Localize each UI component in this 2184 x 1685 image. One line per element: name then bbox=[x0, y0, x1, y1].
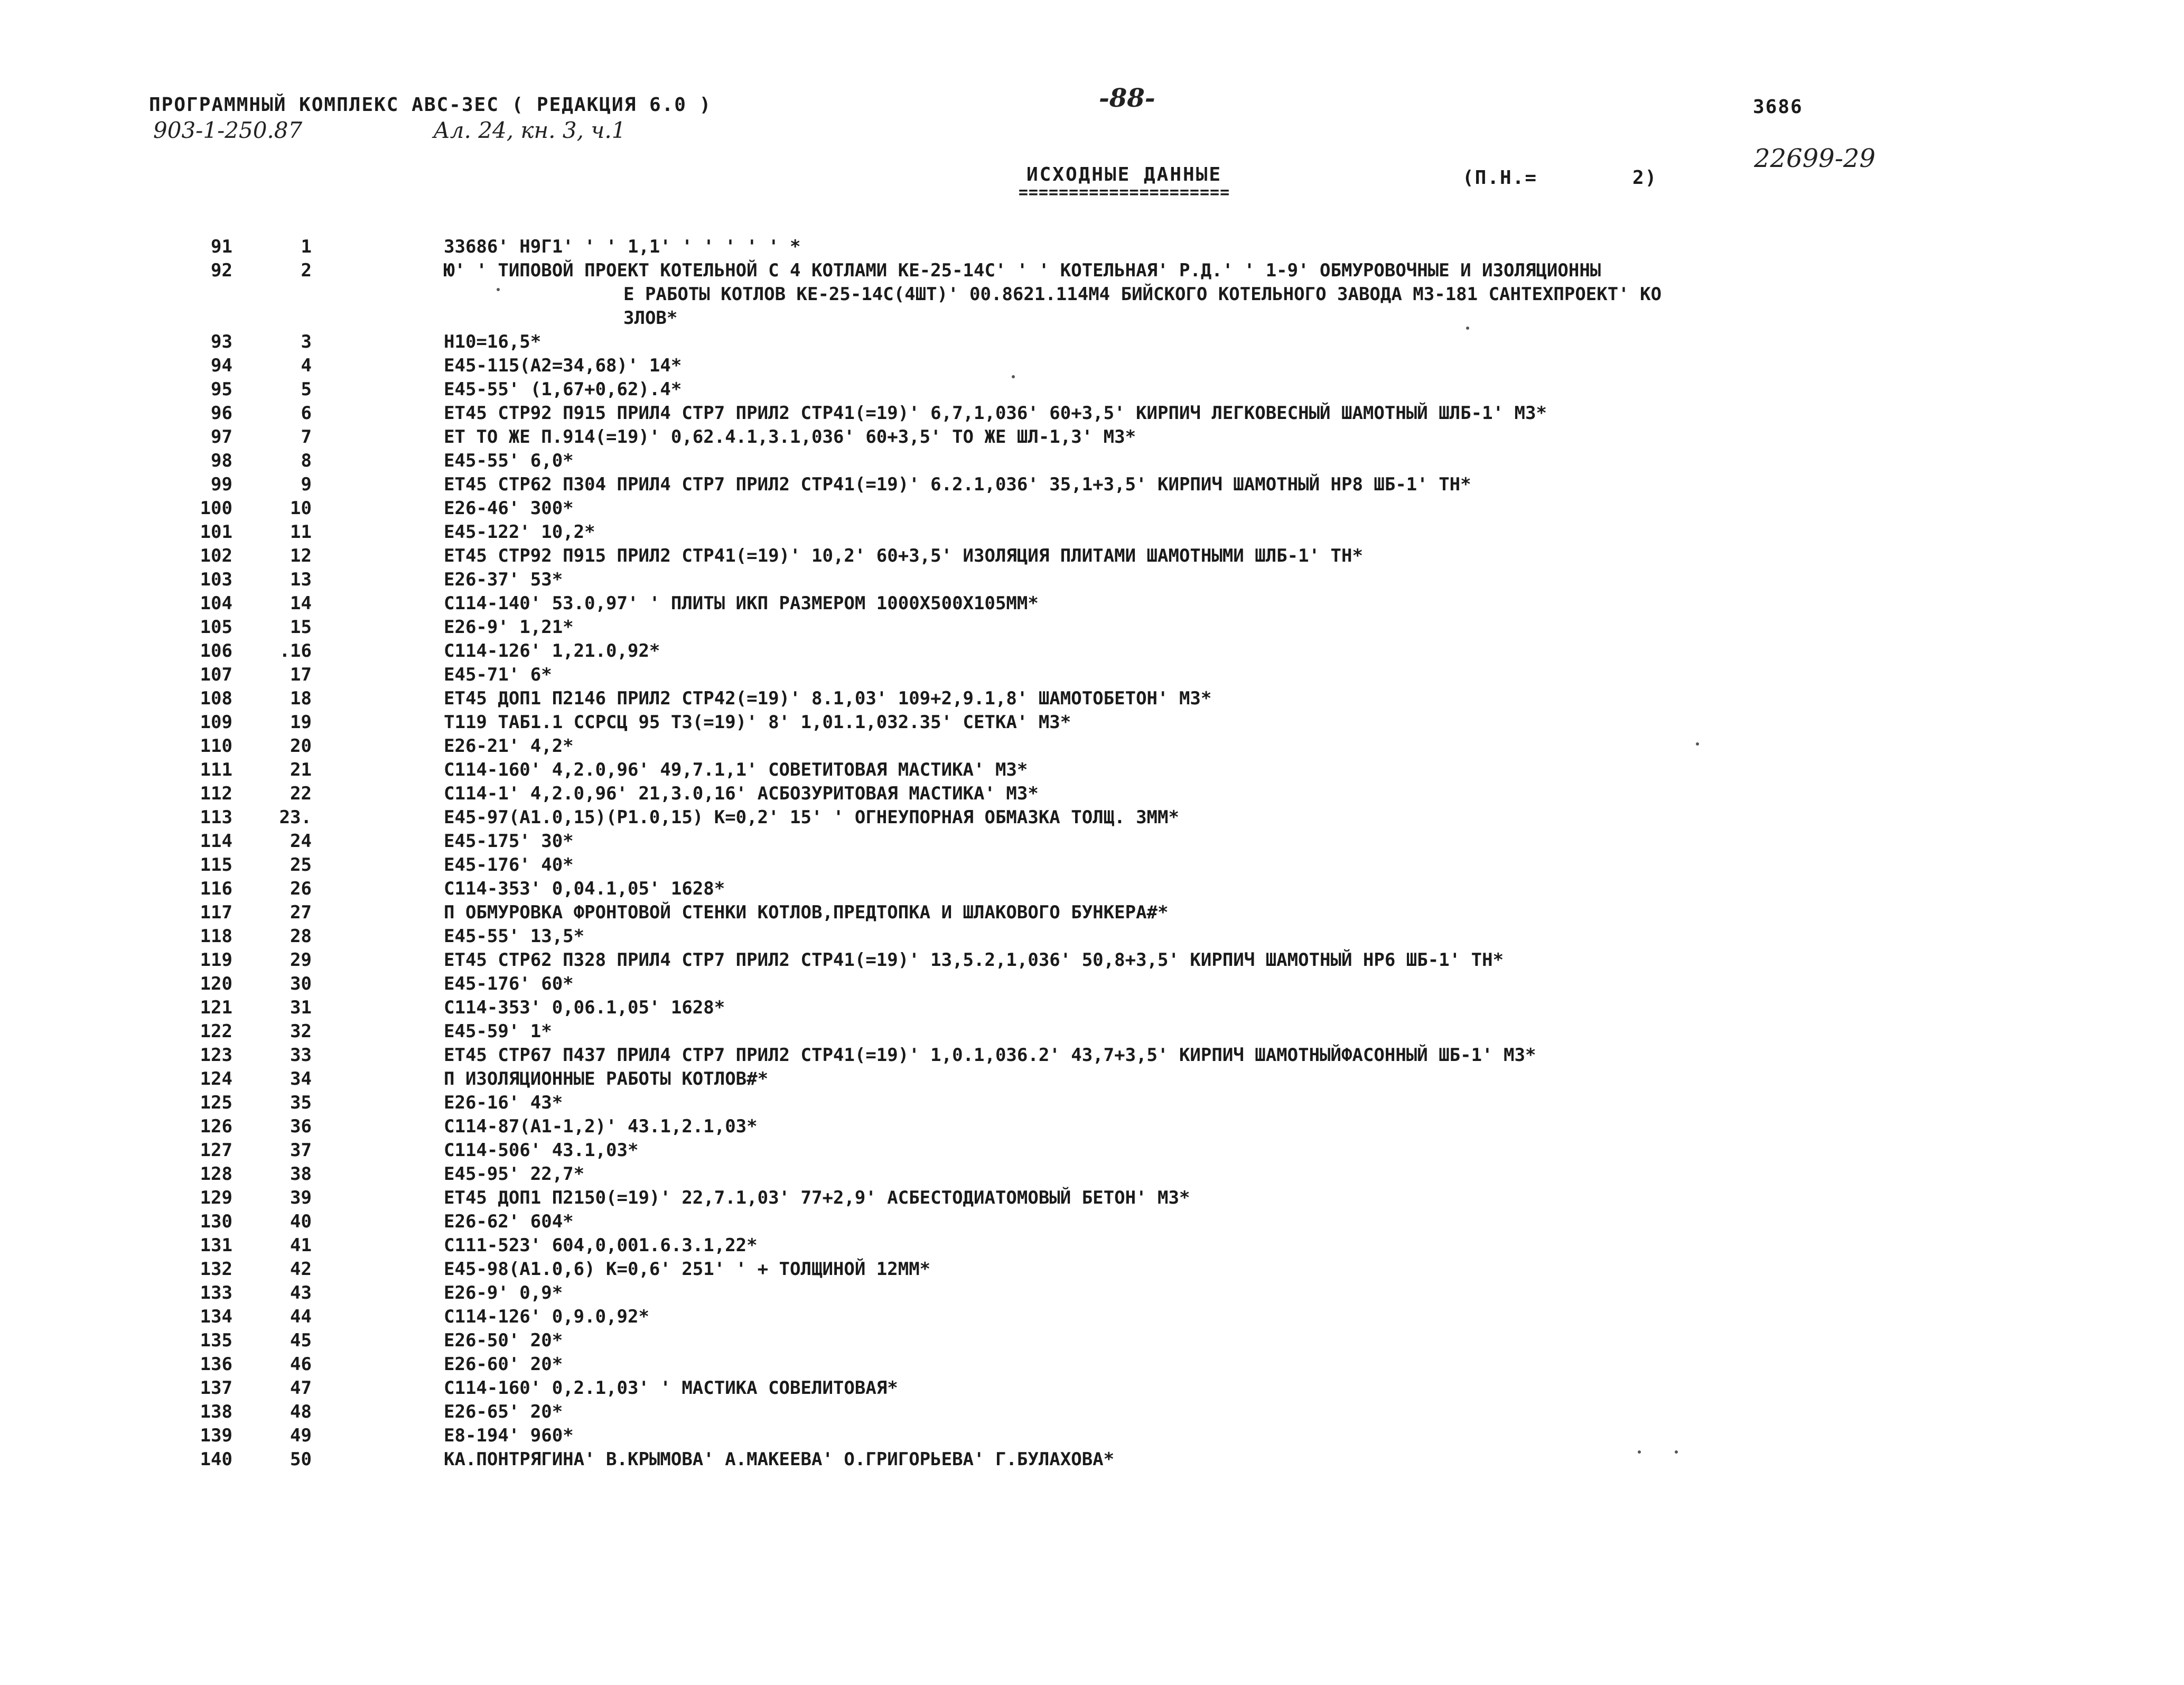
table-row bbox=[158, 1091, 2166, 1115]
row-line-number: 27 bbox=[290, 902, 312, 923]
page-title: ИСХОДНЫЕ ДАННЫЕ bbox=[1026, 164, 1222, 185]
scan-speck bbox=[1012, 375, 1015, 378]
row-text: С114-506' 43.1,03* bbox=[444, 1140, 639, 1161]
row-line-number: 21 bbox=[290, 759, 312, 780]
row-sequence-number: 100 bbox=[200, 498, 232, 519]
row-text: Т119 ТАБ1.1 ССРСЦ 95 ТЗ(=19)' 8' 1,01.1,032.35' СЕТКА' М3* bbox=[444, 712, 1071, 733]
row-sequence-number: 131 bbox=[200, 1235, 232, 1256]
row-text: Е45-175' 30* bbox=[444, 831, 574, 852]
table-row bbox=[158, 1139, 2166, 1162]
row-line-number: 43 bbox=[290, 1282, 312, 1304]
row-text: С111-523' 604,0,001.6.3.1,22* bbox=[444, 1235, 758, 1256]
row-text: Е45-98(А1.0,6) К=0,6' 251' ' + ТОЛЩИНОЙ 12ММ* bbox=[444, 1259, 931, 1280]
table-row bbox=[158, 1400, 2166, 1424]
row-line-number: 48 bbox=[290, 1401, 312, 1422]
row-sequence-number: 137 bbox=[200, 1377, 232, 1399]
row-line-number: 33 bbox=[290, 1045, 312, 1066]
table-row bbox=[158, 853, 2166, 877]
table-row bbox=[158, 996, 2166, 1020]
row-line-number: 39 bbox=[290, 1187, 312, 1208]
table-row bbox=[158, 1329, 2166, 1353]
row-line-number: 13 bbox=[290, 569, 312, 590]
row-line-number: 34 bbox=[290, 1068, 312, 1090]
row-text: Е26-9' 0,9* bbox=[444, 1282, 563, 1304]
row-sequence-number: 133 bbox=[200, 1282, 232, 1304]
row-sequence-number: 92 bbox=[211, 260, 232, 281]
table-row bbox=[158, 734, 2166, 758]
scan-speck bbox=[1675, 1450, 1678, 1454]
table-row bbox=[158, 378, 2166, 402]
row-text: Е45-176' 60* bbox=[444, 973, 574, 994]
table-row bbox=[158, 687, 2166, 711]
row-continuation-text: Е РАБОТЫ КОТЛОВ КЕ-25-14С(4ШТ)' 00.8621.114М4 БИЙСКОГО КОТЕЛЬНОГО ЗАВОДА М3-181 САНТЕХПРОЕКТ' КО bbox=[623, 284, 1662, 305]
title-underline: ===================== bbox=[1018, 185, 1230, 200]
row-text: Е26-65' 20* bbox=[444, 1401, 563, 1422]
row-line-number: 22 bbox=[290, 783, 312, 804]
row-sequence-number: 98 bbox=[211, 450, 232, 471]
table-row bbox=[158, 1281, 2166, 1305]
row-sequence-number: 121 bbox=[200, 997, 232, 1018]
row-sequence-number: 118 bbox=[200, 926, 232, 947]
table-row bbox=[158, 663, 2166, 687]
row-line-number: 29 bbox=[290, 949, 312, 971]
row-line-number: 18 bbox=[290, 688, 312, 709]
row-sequence-number: 107 bbox=[200, 664, 232, 685]
row-text: Е26-50' 20* bbox=[444, 1330, 563, 1351]
row-line-number: 1 bbox=[301, 236, 312, 257]
table-row bbox=[158, 830, 2166, 853]
row-sequence-number: 103 bbox=[200, 569, 232, 590]
table-row bbox=[158, 568, 2166, 592]
table-row bbox=[158, 1186, 2166, 1210]
row-line-number: 41 bbox=[290, 1235, 312, 1256]
row-text: Е26-37' 53* bbox=[444, 569, 563, 590]
row-text: С114-126' 1,21.0,92* bbox=[444, 640, 660, 662]
row-text: П ОБМУРОВКА ФРОНТОВОЙ СТЕНКИ КОТЛОВ,ПРЕДТОПКА И ШЛАКОВОГО БУНКЕРА#* bbox=[444, 902, 1169, 923]
row-text: С114-140' 53.0,97' ' ПЛИТЫ ИКП РАЗМЕРОМ 1000Х500Х105ММ* bbox=[444, 593, 1039, 614]
table-row bbox=[158, 1210, 2166, 1234]
row-sequence-number: 119 bbox=[200, 949, 232, 971]
table-row bbox=[158, 758, 2166, 782]
row-line-number: 28 bbox=[290, 926, 312, 947]
row-line-number: 4 bbox=[301, 355, 312, 376]
row-text: Е45-122' 10,2* bbox=[444, 522, 595, 543]
row-text: С114-126' 0,9.0,92* bbox=[444, 1306, 649, 1327]
table-row bbox=[158, 520, 2166, 544]
row-text: ЕТ45 СТР92 П915 ПРИЛ2 СТР41(=19)' 10,2' 60+3,5' ИЗОЛЯЦИЯ ПЛИТАМИ ШАМОТНЫМИ ШЛБ-1' ТН* bbox=[444, 545, 1363, 566]
row-sequence-number: 101 bbox=[200, 522, 232, 543]
row-line-number: 6 bbox=[301, 403, 312, 424]
row-text: Е45-55' 13,5* bbox=[444, 926, 585, 947]
row-sequence-number: 91 bbox=[211, 236, 232, 257]
table-row bbox=[158, 616, 2166, 639]
table-row bbox=[158, 901, 2166, 925]
row-sequence-number: 132 bbox=[200, 1259, 232, 1280]
row-sequence-number: 105 bbox=[200, 617, 232, 638]
row-sequence-number: 95 bbox=[211, 379, 232, 400]
scan-speck bbox=[1638, 1450, 1641, 1454]
row-sequence-number: 117 bbox=[200, 902, 232, 923]
row-sequence-number: 128 bbox=[200, 1163, 232, 1185]
row-sequence-number: 110 bbox=[200, 736, 232, 757]
row-sequence-number: 138 bbox=[200, 1401, 232, 1422]
table-row bbox=[158, 592, 2166, 616]
table-row bbox=[158, 1376, 2166, 1400]
row-line-number: 20 bbox=[290, 736, 312, 757]
row-sequence-number: 96 bbox=[211, 403, 232, 424]
table-row-continuation bbox=[158, 283, 2166, 306]
row-line-number: 45 bbox=[290, 1330, 312, 1351]
row-sequence-number: 140 bbox=[200, 1449, 232, 1470]
row-sequence-number: 106 bbox=[200, 640, 232, 662]
row-sequence-number: 114 bbox=[200, 831, 232, 852]
row-text: ЕТ45 СТР67 П437 ПРИЛ4 СТР7 ПРИЛ2 СТР41(=19)' 1,0.1,036.2' 43,7+3,5' КИРПИЧ ШАМОТНЫЙФАСОННЫЙ ШБ-1' М3* bbox=[444, 1045, 1536, 1066]
row-line-number: 46 bbox=[290, 1354, 312, 1375]
table-row bbox=[158, 354, 2166, 378]
row-line-number: 38 bbox=[290, 1163, 312, 1185]
row-text: Е26-16' 43* bbox=[444, 1092, 563, 1113]
table-row bbox=[158, 544, 2166, 568]
row-text: Е8-194' 960* bbox=[444, 1425, 574, 1446]
row-text: С114-160' 0,2.1,03' ' МАСТИКА СОВЕЛИТОВАЯ* bbox=[444, 1377, 898, 1399]
table-row bbox=[158, 497, 2166, 520]
row-sequence-number: 139 bbox=[200, 1425, 232, 1446]
row-text: Е45-95' 22,7* bbox=[444, 1163, 585, 1185]
row-line-number: 32 bbox=[290, 1021, 312, 1042]
row-line-number: 19 bbox=[290, 712, 312, 733]
row-text: П ИЗОЛЯЦИОННЫЕ РАБОТЫ КОТЛОВ#* bbox=[444, 1068, 769, 1090]
album-ref: Ал. 24, кн. 3, ч.1 bbox=[433, 117, 626, 143]
row-text: Н10=16,5* bbox=[444, 331, 542, 352]
row-text: С114-160' 4,2.0,96' 49,7.1,1' СОВЕТИТОВАЯ МАСТИКА' М3* bbox=[444, 759, 1028, 780]
row-text: ЕТ ТО ЖЕ П.914(=19)' 0,62.4.1,3.1,036' 60+3,5' ТО ЖЕ ШЛ-1,3' М3* bbox=[444, 426, 1136, 448]
table-row bbox=[158, 1162, 2166, 1186]
row-line-number: 42 bbox=[290, 1259, 312, 1280]
row-text: ЕТ45 ДОП1 П2150(=19)' 22,7.1,03' 77+2,9' АСБЕСТОДИАТОМОВЫЙ БЕТОН' М3* bbox=[444, 1187, 1190, 1208]
row-line-number: 11 bbox=[290, 522, 312, 543]
scan-speck bbox=[497, 288, 500, 291]
row-sequence-number: 126 bbox=[200, 1116, 232, 1137]
table-row bbox=[158, 1305, 2166, 1329]
table-row bbox=[158, 1258, 2166, 1281]
row-text: Е45-71' 6* bbox=[444, 664, 552, 685]
row-line-number: 5 bbox=[301, 379, 312, 400]
row-sequence-number: 124 bbox=[200, 1068, 232, 1090]
row-line-number: 35 bbox=[290, 1092, 312, 1113]
stamp-number: 22699-29 bbox=[1754, 144, 1875, 173]
table-row bbox=[158, 1067, 2166, 1091]
row-sequence-number: 116 bbox=[200, 878, 232, 899]
row-line-number: 17 bbox=[290, 664, 312, 685]
table-row bbox=[158, 1448, 2166, 1472]
row-continuation-text: ЗЛОВ* bbox=[623, 308, 678, 329]
table-row bbox=[158, 948, 2166, 972]
row-line-number: 25 bbox=[290, 854, 312, 876]
row-text: Е45-55' 6,0* bbox=[444, 450, 574, 471]
row-sequence-number: 123 bbox=[200, 1045, 232, 1066]
row-line-number: 24 bbox=[290, 831, 312, 852]
row-sequence-number: 130 bbox=[200, 1211, 232, 1232]
row-text: 33686' Н9Г1' ' ' 1,1' ' ' ' ' ' * bbox=[444, 236, 801, 257]
row-sequence-number: 127 bbox=[200, 1140, 232, 1161]
pn-label: (П.Н.= bbox=[1462, 167, 1538, 189]
row-line-number: 47 bbox=[290, 1377, 312, 1399]
row-line-number: 14 bbox=[290, 593, 312, 614]
row-line-number: 23. bbox=[279, 807, 312, 828]
row-text: Е26-62' 604* bbox=[444, 1211, 574, 1232]
table-row bbox=[158, 1020, 2166, 1044]
scan-speck bbox=[1466, 327, 1469, 330]
table-row bbox=[158, 711, 2166, 734]
row-text: ЕТ45 СТР62 П328 ПРИЛ4 СТР7 ПРИЛ2 СТР41(=19)' 13,5.2,1,036' 50,8+3,5' КИРПИЧ ШАМОТНЫЙ НР6 ШБ-1' ТН* bbox=[444, 949, 1504, 971]
row-sequence-number: 134 bbox=[200, 1306, 232, 1327]
row-line-number: 50 bbox=[290, 1449, 312, 1470]
row-line-number: .16 bbox=[279, 640, 312, 662]
table-row bbox=[158, 782, 2166, 806]
table-row-continuation bbox=[158, 306, 2166, 330]
row-sequence-number: 109 bbox=[200, 712, 232, 733]
row-sequence-number: 93 bbox=[211, 331, 232, 352]
table-row bbox=[158, 1115, 2166, 1139]
row-sequence-number: 136 bbox=[200, 1354, 232, 1375]
row-line-number: 31 bbox=[290, 997, 312, 1018]
row-sequence-number: 115 bbox=[200, 854, 232, 876]
row-sequence-number: 108 bbox=[200, 688, 232, 709]
page-code: 3686 bbox=[1753, 96, 1803, 118]
row-text: Е45-59' 1* bbox=[444, 1021, 552, 1042]
row-line-number: 26 bbox=[290, 878, 312, 899]
table-row bbox=[158, 639, 2166, 663]
table-row bbox=[158, 1044, 2166, 1067]
table-row bbox=[158, 402, 2166, 425]
row-line-number: 30 bbox=[290, 973, 312, 994]
table-row bbox=[158, 235, 2166, 259]
doc-code: 903-1-250.87 bbox=[153, 117, 303, 143]
row-sequence-number: 129 bbox=[200, 1187, 232, 1208]
row-text: Е45-97(А1.0,15)(Р1.0,15) К=0,2' 15' ' ОГНЕУПОРНАЯ ОБМАЗКА ТОЛЩ. 3ММ* bbox=[444, 807, 1179, 828]
table-row bbox=[158, 1424, 2166, 1448]
row-sequence-number: 94 bbox=[211, 355, 232, 376]
row-text: ЕТ45 СТР92 П915 ПРИЛ4 СТР7 ПРИЛ2 СТР41(=19)' 6,7,1,036' 60+3,5' КИРПИЧ ЛЕГКОВЕСНЫЙ ШАМОТНЫЙ ШЛБ-1' М3* bbox=[444, 403, 1547, 424]
row-line-number: 40 bbox=[290, 1211, 312, 1232]
table-row bbox=[158, 877, 2166, 901]
data-rows bbox=[158, 235, 2166, 1472]
row-text: С114-353' 0,06.1,05' 1628* bbox=[444, 997, 725, 1018]
row-sequence-number: 125 bbox=[200, 1092, 232, 1113]
table-row bbox=[158, 806, 2166, 830]
program-header: ПРОГРАММНЫЙ КОМПЛЕКС АВС-ЗЕС ( РЕДАКЦИЯ 6.0 ) bbox=[149, 94, 712, 116]
row-line-number: 7 bbox=[301, 426, 312, 448]
row-line-number: 44 bbox=[290, 1306, 312, 1327]
row-text: Ю' ' ТИПОВОЙ ПРОЕКТ КОТЕЛЬНОЙ С 4 КОТЛАМИ КЕ-25-14С' ' ' КОТЕЛЬНАЯ' Р.Д.' ' 1-9' ОБМУРОВОЧНЫЕ И ИЗОЛЯЦИОННЫ bbox=[444, 260, 1601, 281]
row-text: Е45-115(А2=34,68)' 14* bbox=[444, 355, 682, 376]
row-text: Е26-46' 300* bbox=[444, 498, 574, 519]
row-sequence-number: 111 bbox=[200, 759, 232, 780]
row-line-number: 15 bbox=[290, 617, 312, 638]
row-sequence-number: 120 bbox=[200, 973, 232, 994]
table-row bbox=[158, 449, 2166, 473]
pn-value: 2) bbox=[1632, 167, 1658, 189]
row-text: С114-87(А1-1,2)' 43.1,2.1,03* bbox=[444, 1116, 758, 1137]
row-text: С114-353' 0,04.1,05' 1628* bbox=[444, 878, 725, 899]
row-sequence-number: 112 bbox=[200, 783, 232, 804]
row-text: Е26-60' 20* bbox=[444, 1354, 563, 1375]
row-line-number: 9 bbox=[301, 474, 312, 495]
table-row bbox=[158, 473, 2166, 497]
row-sequence-number: 97 bbox=[211, 426, 232, 448]
row-text: КА.ПОНТРЯГИНА' В.КРЫМОВА' А.МАКЕЕВА' О.ГРИГОРЬЕВА' Г.БУЛАХОВА* bbox=[444, 1449, 1115, 1470]
row-line-number: 2 bbox=[301, 260, 312, 281]
row-text: Е26-21' 4,2* bbox=[444, 736, 574, 757]
row-sequence-number: 113 bbox=[200, 807, 232, 828]
row-line-number: 36 bbox=[290, 1116, 312, 1137]
table-row bbox=[158, 330, 2166, 354]
table-row bbox=[158, 425, 2166, 449]
table-row bbox=[158, 259, 2166, 283]
row-line-number: 8 bbox=[301, 450, 312, 471]
title-block bbox=[971, 164, 1277, 200]
row-text: ЕТ45 ДОП1 П2146 ПРИЛ2 СТР42(=19)' 8.1,03' 109+2,9.1,8' ШАМОТОБЕТОН' М3* bbox=[444, 688, 1212, 709]
table-row bbox=[158, 925, 2166, 948]
row-sequence-number: 104 bbox=[200, 593, 232, 614]
row-line-number: 3 bbox=[301, 331, 312, 352]
row-sequence-number: 135 bbox=[200, 1330, 232, 1351]
row-text: С114-1' 4,2.0,96' 21,3.0,16' АСБОЗУРИТОВАЯ МАСТИКА' М3* bbox=[444, 783, 1039, 804]
row-line-number: 49 bbox=[290, 1425, 312, 1446]
row-line-number: 10 bbox=[290, 498, 312, 519]
table-row bbox=[158, 1234, 2166, 1258]
row-text: Е45-176' 40* bbox=[444, 854, 574, 876]
row-sequence-number: 122 bbox=[200, 1021, 232, 1042]
row-sequence-number: 102 bbox=[200, 545, 232, 566]
row-line-number: 12 bbox=[290, 545, 312, 566]
table-row bbox=[158, 1353, 2166, 1376]
row-sequence-number: 99 bbox=[211, 474, 232, 495]
row-text: ЕТ45 СТР62 П304 ПРИЛ4 СТР7 ПРИЛ2 СТР41(=19)' 6.2.1,036' 35,1+3,5' КИРПИЧ ШАМОТНЫЙ НР8 ШБ-1' ТН* bbox=[444, 474, 1471, 495]
row-text: Е45-55' (1,67+0,62).4* bbox=[444, 379, 682, 400]
table-row bbox=[158, 972, 2166, 996]
row-text: Е26-9' 1,21* bbox=[444, 617, 574, 638]
scan-speck bbox=[1696, 742, 1699, 746]
page-number: -88- bbox=[1099, 83, 1155, 113]
row-line-number: 37 bbox=[290, 1140, 312, 1161]
